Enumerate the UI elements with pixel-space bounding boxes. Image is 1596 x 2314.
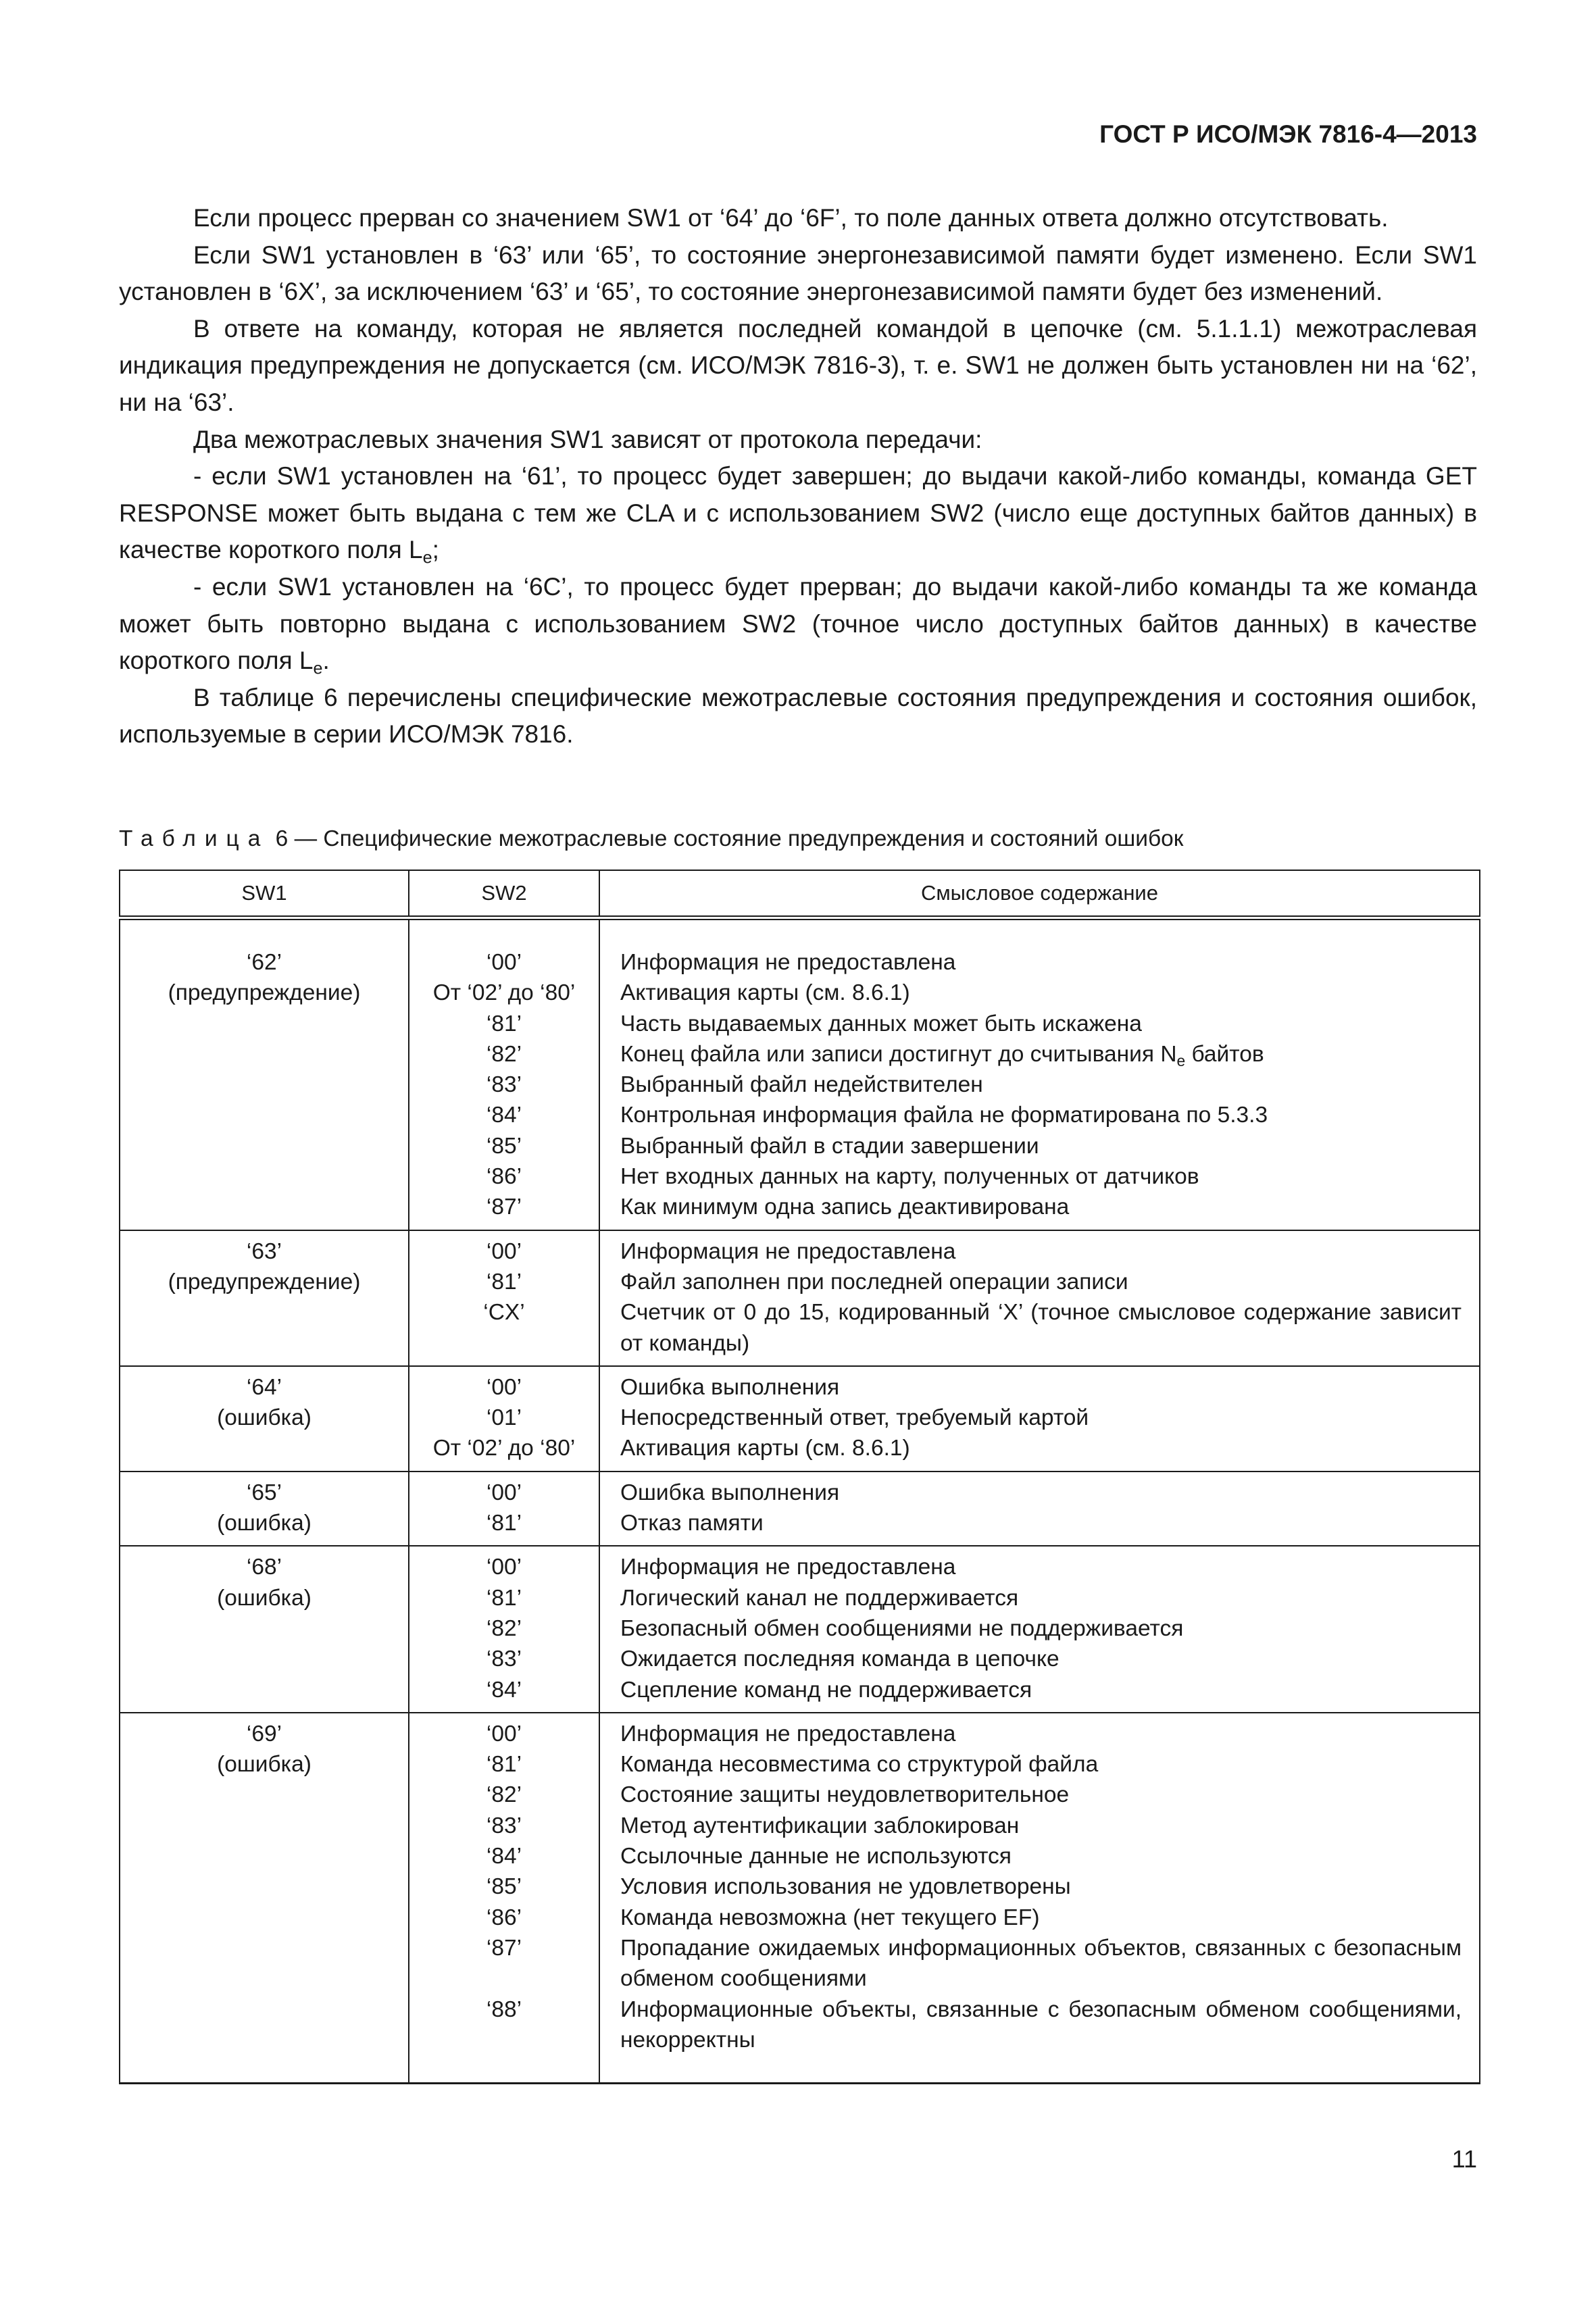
table-row (120, 1230, 1480, 1366)
sw2-code: ‘88’ (486, 1996, 522, 2022)
sw1-cell (120, 918, 409, 1230)
meaning-text-main: Информация не предоставлена (620, 1238, 956, 1264)
sw2-code: ‘83’ (486, 1813, 522, 1838)
meaning-text (620, 1933, 1462, 1994)
meaning-cell (599, 1713, 1480, 2084)
body-text (119, 200, 1477, 753)
sw2-code: ‘86’ (486, 1164, 522, 1190)
table-row (120, 1713, 1480, 2084)
meaning-cell (599, 1472, 1480, 1546)
sw2-code: ‘CX’ (483, 1300, 525, 1326)
paragraph-text: - если SW1 установлен на ‘6C’, то процесс будет прерван; до выдачи какой-либо команды та же команда может быть повторно выдана с использованием SW2 (точное число доступных байтов данных) в качестве короткого поля L (119, 572, 1477, 675)
meaning-text-main: Пропадание ожидаемых информационных объектов, связанных с безопасным обменом сообщениями (620, 1935, 1462, 1992)
meaning-text (620, 1433, 1462, 1463)
meaning-text-main: Выбранный файл недействителен (620, 1072, 983, 1098)
sw1-code: ‘64’ (246, 1374, 282, 1400)
sw2-code: ‘83’ (486, 1646, 522, 1672)
sw2-code: ‘87’ (486, 1935, 522, 1961)
meaning-text-main: Нет входных данных на карту, полученных от датчиков (620, 1164, 1199, 1190)
meaning-cell (599, 1546, 1480, 1712)
meaning-text (620, 1780, 1462, 1810)
subscript: e (313, 659, 323, 678)
meaning-text (620, 1644, 1462, 1674)
table-row (120, 918, 1480, 1230)
sw2-code: ‘00’ (486, 950, 522, 975)
sw2-cell (409, 1366, 599, 1472)
sw1-code: ‘63’ (246, 1238, 282, 1264)
sw2-cell (409, 1713, 599, 2084)
sw2-spacer (409, 1328, 599, 1359)
meaning-text (620, 1100, 1462, 1130)
paragraph (119, 569, 1477, 680)
meaning-text (620, 1552, 1462, 1582)
meaning-text-main: Условия использования не удовлетворены (620, 1874, 1071, 1900)
meaning-text-main: Отказ памяти (620, 1511, 764, 1536)
sw2-code: ‘84’ (486, 1844, 522, 1869)
meaning-text (620, 1039, 1462, 1070)
sw2-code: ‘81’ (486, 1269, 522, 1294)
meaning-text (620, 1267, 1462, 1297)
meaning-text (620, 1841, 1462, 1871)
sw2-code: От ‘02’ до ‘80’ (432, 980, 576, 1006)
document-header: ГОСТ Р ИСО/МЭК 7816-4—2013 (1099, 120, 1477, 148)
meaning-text-main: Контрольная информация файла не форматирована по 5.3.3 (620, 1103, 1268, 1128)
header-meaning: Смысловое содержание (599, 870, 1480, 918)
sw2-code: ‘00’ (486, 1238, 522, 1264)
sw1-cell (120, 1230, 409, 1366)
paragraph: В таблице 6 перечислены специфические межотраслевые состояния предупреждения и состояния ошибок, используемые в серии ИСО/МЭК 7816. (119, 683, 1477, 749)
meaning-cell (599, 918, 1480, 1230)
meaning-text (620, 978, 1462, 1008)
sw2-code: ‘00’ (486, 1480, 522, 1505)
sw1-cell (120, 1366, 409, 1472)
meaning-text-main: Информация не предоставлена (620, 1721, 956, 1746)
meaning-text (620, 1994, 1462, 2056)
sw2-code: ‘81’ (486, 1585, 522, 1611)
sw2-code: ‘81’ (486, 1752, 522, 1778)
sw1-type: (ошибка) (217, 1405, 311, 1431)
sw2-code: От ‘02’ до ‘80’ (432, 1436, 576, 1461)
meaning-text-main: Метод аутентификации заблокирован (620, 1813, 1020, 1838)
meaning-text (620, 1583, 1462, 1613)
subscript: e (1176, 1051, 1186, 1070)
sw1-code: ‘65’ (246, 1480, 282, 1505)
meaning-text (620, 1478, 1462, 1508)
sw2-cell (409, 1230, 599, 1366)
meaning-text-main: Файл заполнен при последней операции записи (620, 1269, 1128, 1294)
header-sw1: SW1 (120, 870, 409, 918)
meaning-text-main: Ожидается последняя команда в цепочке (620, 1646, 1059, 1672)
meaning-text (620, 1903, 1462, 1933)
meaning-text-main: Активация карты (см. 8.6.1) (620, 1436, 910, 1461)
meaning-text (620, 1749, 1462, 1780)
paragraph-end: . (322, 647, 330, 675)
sw1-type: (предупреждение) (168, 980, 361, 1006)
meaning-text-main: Информация не предоставлена (620, 950, 956, 975)
sw1-code: ‘69’ (246, 1721, 282, 1746)
sw2-code: ‘81’ (486, 1011, 522, 1036)
table-caption-label: Таблица (119, 826, 270, 851)
sw2-spacer (409, 1963, 599, 1994)
paragraph: В ответе на команду, которая не является последней командой в цепочке (см. 5.1.1.1) межотраслевая индикация предупреждения не допускается (см. ИСО/МЭК 7816-3), т. е. SW1 не должен быть установлен ни на ‘62’, ни на ‘63’. (119, 314, 1477, 416)
meaning-text (620, 1070, 1462, 1100)
table-header-row (120, 870, 1480, 918)
table-row (120, 1546, 1480, 1712)
sw2-cell (409, 1546, 599, 1712)
meaning-text-main: Информация не предоставлена (620, 1555, 956, 1580)
meaning-text-main: Выбранный файл в стадии завершении (620, 1133, 1039, 1159)
meaning-text-main: Как минимум одна запись деактивирована (620, 1194, 1070, 1220)
sw2-code: ‘00’ (486, 1374, 522, 1400)
meaning-text-main: Команда невозможна (нет текущего EF) (620, 1905, 1040, 1930)
sw1-type: (ошибка) (217, 1585, 311, 1611)
paragraph: Если SW1 установлен в ‘63’ или ‘65’, то состояние энергонезависимой памяти будет изменено. Если SW1 установлен в ‘6X’, за исключением ‘63’ и ‘65’, то состояние энергонезависимой памяти будет без изменений. (119, 241, 1477, 306)
sw2-code: ‘01’ (486, 1405, 522, 1431)
sw2-code: ‘87’ (486, 1194, 522, 1220)
sw1-type: (ошибка) (217, 1511, 311, 1536)
sw1-code: ‘62’ (246, 950, 282, 975)
meaning-text-main: Счетчик от 0 до 15, кодированный ‘X’ (точное смысловое содержание зависит от команды) (620, 1300, 1462, 1356)
sw1-cell (120, 1546, 409, 1712)
paragraph: Если процесс прерван со значением SW1 от ‘64’ до ‘6F’, то поле данных ответа должно отсутствовать. (193, 204, 1389, 232)
sw1-code: ‘68’ (246, 1555, 282, 1580)
meaning-text-main: Ссылочные данные не используются (620, 1844, 1012, 1869)
meaning-text-main: Безопасный обмен сообщениями не поддерживается (620, 1615, 1184, 1641)
sw2-code: ‘00’ (486, 1721, 522, 1746)
meaning-text-main: Логический канал не поддерживается (620, 1585, 1019, 1611)
paragraph: Два межотраслевых значения SW1 зависят от протокола передачи: (193, 425, 982, 453)
sw2-cell (409, 918, 599, 1230)
sw2-cell (409, 1472, 599, 1546)
meaning-text-main: Непосредственный ответ, требуемый картой (620, 1405, 1089, 1431)
meaning-text (620, 1131, 1462, 1161)
sw1-cell (120, 1472, 409, 1546)
status-table (119, 870, 1480, 2084)
sw1-type: (ошибка) (217, 1752, 311, 1778)
meaning-text (620, 1871, 1462, 1902)
meaning-text-main: Информационные объекты, связанные с безопасным обменом сообщениями, некорректны (620, 1996, 1462, 2053)
meaning-cell (599, 1366, 1480, 1472)
sw2-code: ‘82’ (486, 1782, 522, 1808)
meaning-text (620, 1009, 1462, 1039)
paragraph (119, 458, 1477, 569)
meaning-text (620, 1613, 1462, 1644)
meaning-text (620, 1508, 1462, 1538)
sw2-code: ‘00’ (486, 1555, 522, 1580)
meaning-text (620, 1403, 1462, 1433)
meaning-cell (599, 1230, 1480, 1366)
sw2-code: ‘84’ (486, 1103, 522, 1128)
meaning-text (620, 1161, 1462, 1192)
meaning-text-main: Состояние защиты неудовлетворительное (620, 1782, 1070, 1808)
meaning-text-main: Активация карты (см. 8.6.1) (620, 980, 910, 1006)
meaning-text-end: байтов (1185, 1041, 1264, 1067)
meaning-text (620, 947, 1462, 978)
table-caption (119, 824, 1183, 854)
meaning-text (620, 1675, 1462, 1705)
meaning-text-main: Конец файла или записи достигнут до считывания N (620, 1041, 1177, 1067)
sw2-code: ‘84’ (486, 1677, 522, 1703)
sw2-spacer (409, 2025, 599, 2055)
header-sw2: SW2 (409, 870, 599, 918)
meaning-text-main: Ошибка выполнения (620, 1374, 840, 1400)
sw2-code: ‘85’ (486, 1133, 522, 1159)
meaning-text-main: Часть выдаваемых данных может быть искажена (620, 1011, 1142, 1036)
paragraph-text: - если SW1 установлен на ‘61’, то процесс будет завершен; до выдачи какой-либо команды, команда GET RESPONSE может быть выдана с тем же CLA и с использованием SW2 (число еще доступных байтов данных) в качестве короткого поля L (119, 462, 1477, 564)
meaning-text-main: Ошибка выполнения (620, 1480, 840, 1505)
sw2-code: ‘86’ (486, 1905, 522, 1930)
meaning-text (620, 1811, 1462, 1841)
table-caption-text: 6 — Специфические межотраслевые состояние предупреждения и состояний ошибок (269, 826, 1184, 851)
page-number: 11 (1451, 2145, 1477, 2173)
sw2-code: ‘81’ (486, 1511, 522, 1536)
sw2-code: ‘85’ (486, 1874, 522, 1900)
meaning-text (620, 1372, 1462, 1403)
meaning-text (620, 1719, 1462, 1749)
sw2-code: ‘82’ (486, 1615, 522, 1641)
sw1-type: (предупреждение) (168, 1269, 361, 1294)
meaning-text-main: Команда несовместима со структурой файла (620, 1752, 1099, 1778)
sw1-cell (120, 1713, 409, 2084)
meaning-text (620, 1236, 1462, 1267)
meaning-text-main: Сцепление команд не поддерживается (620, 1677, 1032, 1703)
meaning-text (620, 1192, 1462, 1222)
paragraph-end: ; (432, 536, 439, 564)
sw2-code: ‘82’ (486, 1041, 522, 1067)
sw2-code: ‘83’ (486, 1072, 522, 1098)
table-row (120, 1472, 1480, 1546)
subscript: e (422, 548, 432, 568)
table-row (120, 1366, 1480, 1472)
meaning-text (620, 1297, 1462, 1359)
